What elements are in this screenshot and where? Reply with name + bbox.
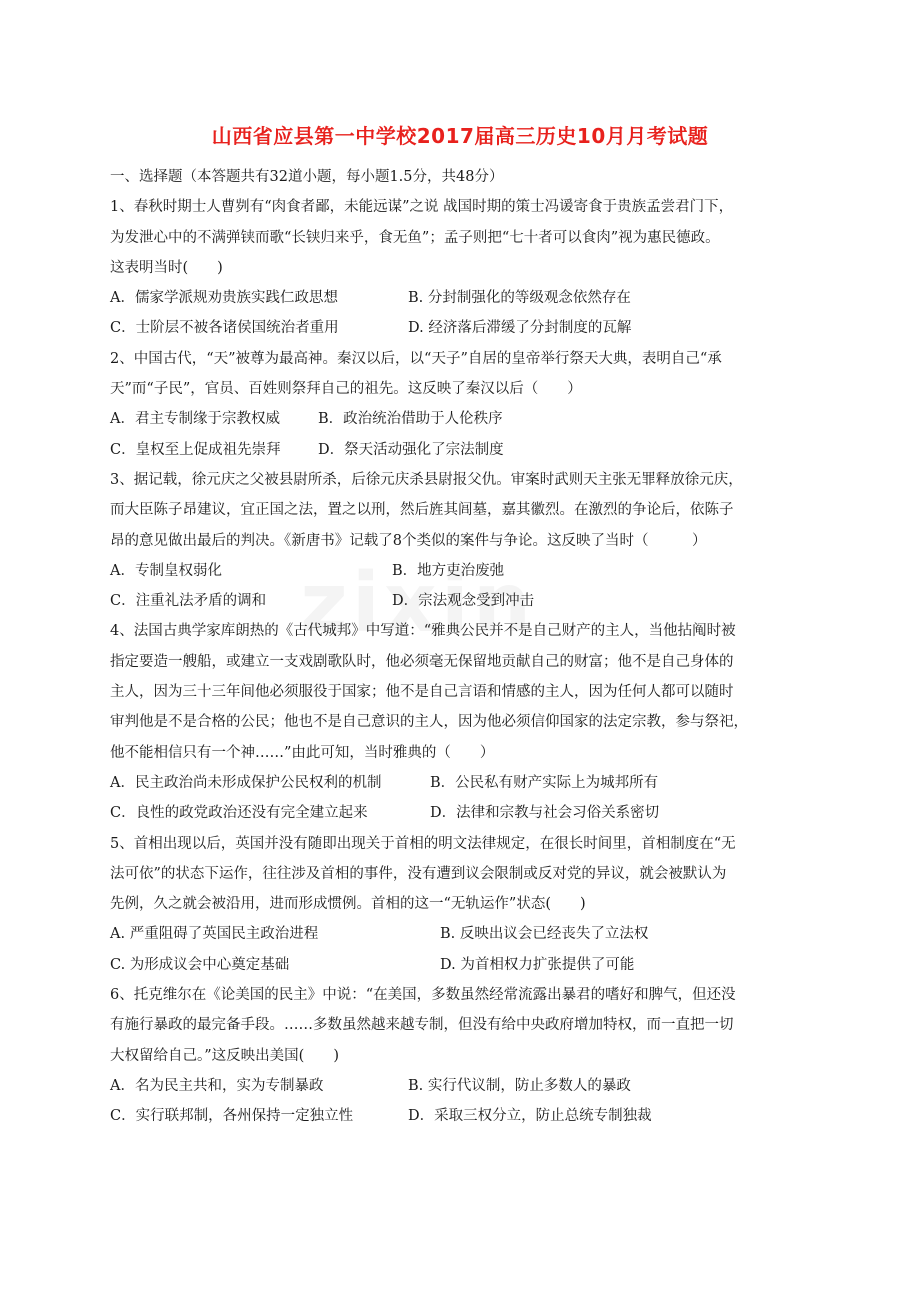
option-b: B. 反映出议会已经丧失了立法权 [440,926,649,943]
option-a: A．民主政治尚未形成保护公民权利的机制 [110,774,382,791]
option-c: C. 为形成议会中心奠定基础 [110,956,290,973]
option-a: A．儒家学派规劝贵族实践仁政思想 [110,290,338,307]
option-a: A．君主专制缘于宗教权威 [110,411,280,428]
question-text-line: 指定要造一艘船，或建立一支戏剧歌队时，他必须毫无保留地贡献自己的财富；他不是自己身体的 [110,653,734,670]
question-text-line: 2、中国古代，“天”被尊为最高神。秦汉以后，以“天子”自居的皇帝举行祭天大典，表明自己“承 [110,350,722,367]
question-3 [110,465,816,616]
option-b: B. 实行代议制，防止多数人的暴政 [408,1077,631,1094]
question-4 [110,616,816,828]
option-d: D．采取三权分立，防止总统专制独裁 [408,1108,652,1125]
option-row [110,435,816,465]
question-text-line: 法可依”的状态下运作，往往涉及首相的事件，没有遭到议会限制或反对党的异议，就会被默认为 [110,865,727,882]
option-c: C．实行联邦制，各州保持一定独立性 [110,1108,354,1125]
option-row [110,313,816,343]
question-text-line: 4、法国古典学家库朗热的《古代城邦》中写道：“雅典公民并不是自己财产的主人，当他拈阄时被 [110,623,736,640]
option-row [110,586,816,616]
option-row [110,919,816,949]
option-b: B．政治统治借助于人伦秩序 [318,411,503,428]
option-c: C．注重礼法矛盾的调和 [110,593,267,610]
section-heading: 一、选择题（本答题共有32道小题，每小题1.5分，共48分） [110,169,504,185]
option-row [110,556,816,586]
option-a: A．名为民主共和，实为专制暴政 [110,1077,324,1094]
question-text-line: 这表明当时( ) [110,259,223,276]
option-row [110,1101,816,1131]
option-b: B. 分封制强化的等级观念依然存在 [408,290,631,307]
option-row [110,1071,816,1101]
question-text-line: 1、春秋时期士人曹刿有“肉食者鄙，未能远谋”之说 战国时期的策士冯谖寄食于贵族孟尝君门下， [110,199,734,216]
option-d: D．法律和宗教与社会习俗关系密切 [430,805,660,822]
option-d: D．祭天活动强化了宗法制度 [318,441,504,458]
option-row [110,768,816,798]
question-text-line: 先例，久之就会被沿用，进而形成惯例。首相的这一“无轨运作”状态( ) [110,896,586,913]
option-b: B．公民私有财产实际上为城邦所有 [430,774,659,791]
question-text-line: 他不能相信只有一个神……”由此可知，当时雅典的（ ） [110,744,495,761]
question-text-line: 6、托克维尔在《论美国的民主》中说：“在美国，多数虽然经常流露出暴君的嗜好和脾气，但还没 [110,987,736,1004]
option-c: C．士阶层不被各诸侯国统治者重用 [110,320,339,337]
option-row [110,950,816,980]
option-a: A. 严重阻碍了英国民主政治进程 [110,926,319,943]
exam-title: 山西省应县第一中学校2017届高三历史10月月考试题 [211,124,709,148]
option-d: D. 为首相权力扩张提供了可能 [440,956,635,973]
question-text-line: 3、据记载，徐元庆之父被县尉所杀，后徐元庆杀县尉报父仇。审案时武则天主张无罪释放徐元庆， [110,471,743,488]
question-text-line: 主人，因为三十三年间他必须服役于国家；他不是自己言语和情感的主人，因为任何人都可以随时 [110,684,734,701]
exam-content [110,162,816,1132]
option-c: C．皇权至上促成祖先崇拜 [110,441,281,458]
option-b: B．地方吏治废弛 [392,562,505,579]
question-text-line: 而大臣陈子昂建议，宜正国之法，置之以刑，然后旌其闾墓，嘉其徽烈。在激烈的争论后，依陈子 [110,502,734,519]
question-text-line: 为发泄心中的不满弹铗而歌“长铗归来乎，食无鱼”；孟子则把“七十者可以食肉”视为惠民德政。 [110,229,720,246]
question-text-line: 大权留给自己。”这反映出美国( ) [110,1047,339,1064]
option-row [110,798,816,828]
question-text-line: 5、首相出现以后，英国并没有随即出现关于首相的明文法律规定，在很长时间里，首相制度在“无 [110,835,736,852]
question-text-line: 审判他是不是合格的公民；他也不是自己意识的主人，因为他必须信仰国家的法定宗教，参与祭祀， [110,714,748,731]
option-row [110,283,816,313]
question-text-line: 有施行暴政的最完备手段。……多数虽然越来越专制，但没有给中央政府增加特权，而一直把一切 [110,1017,734,1034]
question-text-line: 昂的意见做出最后的判决。《新唐书》记载了8个类似的案件与争论。这反映了当时（ ） [110,532,707,549]
option-row [110,404,816,434]
question-2 [110,344,816,465]
option-a: A．专制皇权弱化 [110,562,222,579]
question-1 [110,192,816,343]
option-d: D. 经济落后滞缓了分封制度的瓦解 [408,320,632,337]
option-d: D．宗法观念受到冲击 [392,593,535,610]
question-5 [110,829,816,980]
option-c: C．良性的政党政治还没有完全建立起来 [110,805,368,822]
question-text-line: 天”而“子民”，官员、百姓则祭拜自己的祖先。这反映了秦汉以后（ ） [110,381,582,398]
question-6 [110,980,816,1131]
